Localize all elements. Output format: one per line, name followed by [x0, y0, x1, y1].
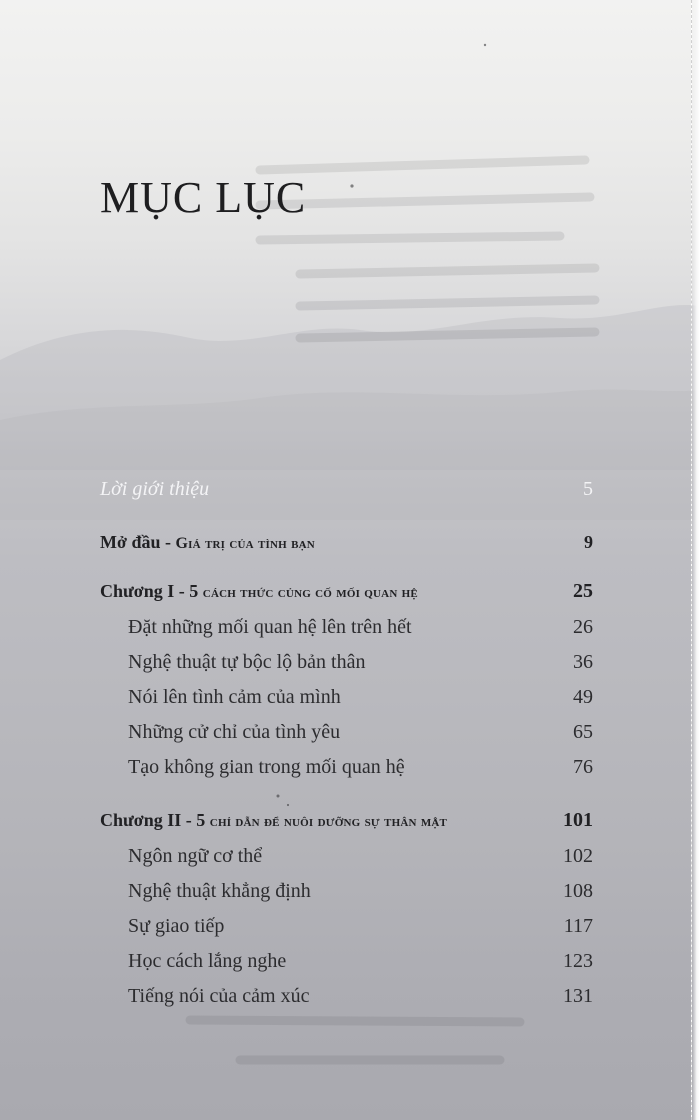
toc-entry-label: Tạo không gian trong mối quan hệ	[128, 756, 405, 778]
toc-entry-page: 25	[573, 580, 593, 602]
toc-entry-intro[interactable]	[100, 478, 593, 512]
toc-section-entry[interactable]	[100, 880, 593, 915]
toc-entry-label: Ngôn ngữ cơ thể	[128, 845, 263, 867]
distant-hills	[0, 305, 700, 470]
toc-entry-label: Nghệ thuật khẳng định	[128, 880, 311, 902]
toc-entry-page: 131	[563, 985, 593, 1007]
toc-entry-label: Đặt những mối quan hệ lên trên hết	[128, 616, 412, 638]
toc-section-entry[interactable]	[100, 756, 593, 791]
toc-entry-title: Giá trị của tình bạn	[175, 535, 315, 552]
toc-entry-page: 9	[584, 532, 593, 552]
toc-entry-opening[interactable]	[100, 532, 593, 566]
toc-entry-page: 108	[563, 880, 593, 902]
toc-entry-page: 102	[563, 845, 593, 867]
toc-entry-page: 36	[573, 651, 593, 673]
toc-entry-label: Học cách lắng nghe	[128, 950, 287, 972]
toc-entry-page: 117	[563, 915, 593, 937]
toc-section-entry[interactable]	[100, 985, 593, 1020]
toc-entry-page: 123	[563, 950, 593, 972]
toc-section-entry[interactable]	[100, 651, 593, 686]
toc-section-entry[interactable]	[100, 721, 593, 756]
toc-entry-label: Những cử chỉ của tình yêu	[128, 721, 341, 743]
toc-entry-title: chỉ dẫn để nuôi dưỡng sự thân mật	[209, 813, 448, 830]
toc-entry-label	[100, 581, 418, 602]
toc-section-entry[interactable]	[100, 915, 593, 950]
toc-entry-page: 101	[563, 809, 593, 831]
toc-entry-label	[100, 532, 315, 553]
page-edge	[691, 0, 700, 1120]
toc-entry-label: Nói lên tình cảm của mình	[128, 686, 341, 708]
toc-entry-lead: Chương II - 5	[100, 810, 210, 830]
toc-entry-page: 76	[573, 756, 593, 778]
toc-section-entry[interactable]	[100, 845, 593, 880]
toc-entry-lead: Chương I - 5	[100, 581, 203, 601]
table-of-contents	[100, 478, 593, 1020]
toc-entry-label	[100, 810, 447, 831]
toc-entry-page: 26	[573, 616, 593, 638]
toc-entry-title: cách thức củng cố mối quan hệ	[202, 584, 418, 601]
toc-entry-chapter-2[interactable]	[100, 809, 593, 845]
toc-entry-chapter-1[interactable]	[100, 580, 593, 616]
toc-entry-page: 49	[573, 686, 593, 708]
page-title: MỤC LỤC	[100, 173, 307, 222]
toc-entry-page: 5	[583, 478, 593, 500]
toc-entry-label: Tiếng nói của cảm xúc	[128, 985, 310, 1007]
toc-section-entry[interactable]	[100, 950, 593, 985]
toc-entry-label: Nghệ thuật tự bộc lộ bản thân	[128, 651, 366, 673]
toc-entry-page: 65	[573, 721, 593, 743]
toc-section-entry[interactable]	[100, 616, 593, 651]
toc-entry-lead: Mở đầu -	[100, 532, 176, 552]
toc-section-entry[interactable]	[100, 686, 593, 721]
toc-entry-label: Sự giao tiếp	[128, 915, 225, 937]
toc-entry-label: Lời giới thiệu	[100, 478, 210, 500]
